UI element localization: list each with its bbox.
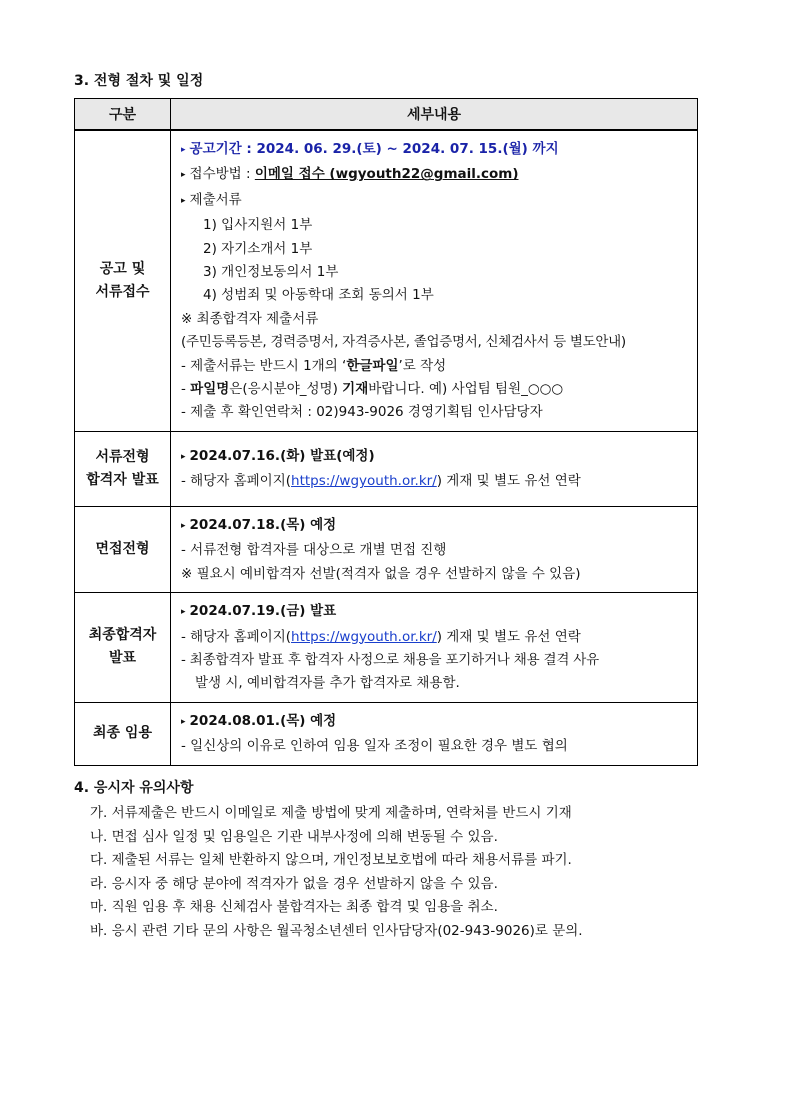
list-item: 라. 응시자 중 해당 분야에 적격자가 없을 경우 선발하지 않을 수 있음.: [90, 875, 498, 892]
note-line: - 일신상의 이유로 인하여 임용 일자 조정이 필요한 경우 별도 협의: [181, 738, 568, 755]
list-item: 바. 응시 관련 기타 문의 사항은 월곡청소년센터 인사담당자(02-943-9026)로 문의.: [90, 922, 583, 939]
announce-date: [181, 445, 687, 470]
submit-method: [181, 163, 687, 188]
section4-title: 4. 응시자 유의사항: [74, 780, 194, 796]
list-item: 2) 자기소개서 1부: [203, 240, 313, 257]
homepage-link[interactable]: https://wgyouth.or.kr/: [291, 628, 437, 645]
method-label: 접수방법 :: [189, 166, 255, 183]
list-item: 3) 개인정보동의서 1부: [203, 264, 339, 281]
note-text: ) 게재 및 별도 유선 연락: [436, 628, 581, 645]
table-row: [75, 431, 698, 506]
note-line: [181, 470, 687, 493]
final-docs-list: (주민등록등본, 경력증명서, 자격증사본, 졸업증명서, 신체검사서 등 별도안내): [181, 334, 626, 351]
triangle-bullet-icon: ▸: [181, 451, 186, 462]
final-docs-label: ※ 최종합격자 제출서류: [181, 310, 319, 327]
homepage-link[interactable]: https://wgyouth.or.kr/: [291, 473, 437, 490]
note-bold: 한글파일: [346, 357, 399, 374]
note-text: - 해당자 홈페이지(: [181, 473, 292, 490]
list-item: 마. 직원 임용 후 채용 신체검사 불합격자는 최종 합격 및 임용을 취소.: [90, 899, 498, 915]
triangle-bullet-icon: ▸: [181, 195, 186, 206]
triangle-bullet-icon: ▸: [181, 520, 186, 531]
category-cell: [75, 702, 171, 765]
header-detail: 세부내용: [171, 99, 698, 131]
category-label: 공고 및: [99, 260, 146, 277]
triangle-bullet-icon: ▸: [181, 170, 186, 181]
list-item: 4) 성범죄 및 아동학대 조회 동의서 1부: [203, 287, 434, 304]
category-label: 합격자 발표: [86, 471, 159, 488]
note-text: 바랍니다. 예) 사업팀 팀원_○○○: [368, 381, 564, 398]
section3-title: 3. 전형 절차 및 일정: [74, 73, 204, 89]
note-line: - 최종합격자 발표 후 합격자 사정으로 채용을 포기하거나 채용 결격 사유: [181, 651, 599, 668]
category-label: 서류전형: [95, 448, 150, 465]
list-item: 가. 서류제출은 반드시 이메일로 제출 방법에 맞게 제출하며, 연락처를 반드시 기재: [90, 805, 572, 821]
docs-label-text: 제출서류: [189, 191, 242, 208]
notice-list: [90, 802, 583, 943]
headline-text: 2024.07.19.(금) 발표: [189, 603, 337, 620]
category-label: 최종합격자: [88, 627, 157, 644]
category-label: 서류접수: [95, 283, 150, 300]
note-text: ) 게재 및 별도 유선 연락: [436, 473, 581, 490]
category-label: 발표: [108, 650, 137, 667]
table-row: [75, 130, 698, 431]
email-link[interactable]: 이메일 접수 (wgyouth22@gmail.com): [254, 166, 519, 183]
note-text: - 제출서류는 반드시 1개의 ‘: [181, 357, 347, 374]
table-row: [75, 506, 698, 592]
category-cell: [75, 506, 171, 592]
note-text: 은(응시분야_성명): [229, 381, 343, 398]
appointment-date: [181, 710, 687, 735]
category-cell: [75, 431, 171, 506]
table-header-row: [75, 99, 698, 131]
note-text: - 해당자 홈페이지(: [181, 628, 292, 645]
note-text: -: [181, 381, 191, 398]
note-line: - 서류전형 합격자를 대상으로 개별 면접 진행: [181, 542, 447, 559]
note-line: [181, 378, 687, 401]
category-label: 면접전형: [95, 540, 150, 557]
triangle-bullet-icon: ▸: [181, 607, 186, 618]
final-announce-date: [181, 600, 687, 625]
note-bold: 파일명: [190, 381, 230, 398]
headline-text: 2024.07.16.(화) 발표(예정): [189, 447, 375, 464]
notice-period: [181, 138, 687, 163]
note-text: ’로 작성: [398, 357, 447, 374]
schedule-table: [74, 98, 698, 766]
list-item: 1) 입사지원서 1부: [203, 217, 313, 234]
triangle-bullet-icon: ▸: [181, 145, 186, 155]
category-cell: [75, 593, 171, 703]
detail-cell: [171, 431, 698, 506]
list-item: 나. 면접 심사 일정 및 임용일은 기관 내부사정에 의해 변동될 수 있음.: [90, 828, 498, 845]
category-cell: [75, 130, 171, 431]
table-row: [75, 702, 698, 765]
note-line: ※ 필요시 예비합격자 선발(적격자 없을 경우 선발하지 않을 수 있음): [181, 565, 581, 582]
docs-label: [181, 189, 687, 214]
detail-cell: [171, 506, 698, 592]
note-line: - 제출 후 확인연락처 : 02)943-9026 경영기획팀 인사담당자: [181, 404, 543, 421]
headline-text: 2024.07.18.(목) 예정: [189, 516, 337, 533]
detail-cell: [171, 593, 698, 703]
list-item: 다. 제출된 서류는 일체 반환하지 않으며, 개인정보보호법에 따라 채용서류를 파기.: [90, 852, 572, 868]
detail-cell: [171, 702, 698, 765]
header-category: 구분: [75, 99, 171, 131]
table-row: [75, 593, 698, 703]
period-text: 공고기간 : 2024. 06. 29.(토) ~ 2024. 07. 15.(월) 까지: [189, 141, 559, 157]
detail-cell: [171, 130, 698, 431]
category-label: 최종 임용: [93, 725, 152, 742]
note-line: [181, 626, 687, 649]
note-line: 발생 시, 예비합격자를 추가 합격자로 채용함.: [195, 675, 460, 692]
triangle-bullet-icon: ▸: [181, 716, 186, 727]
note-line: [181, 355, 687, 378]
interview-date: [181, 514, 687, 539]
headline-text: 2024.08.01.(목) 예정: [189, 712, 337, 729]
note-bold: 기재: [342, 381, 369, 398]
